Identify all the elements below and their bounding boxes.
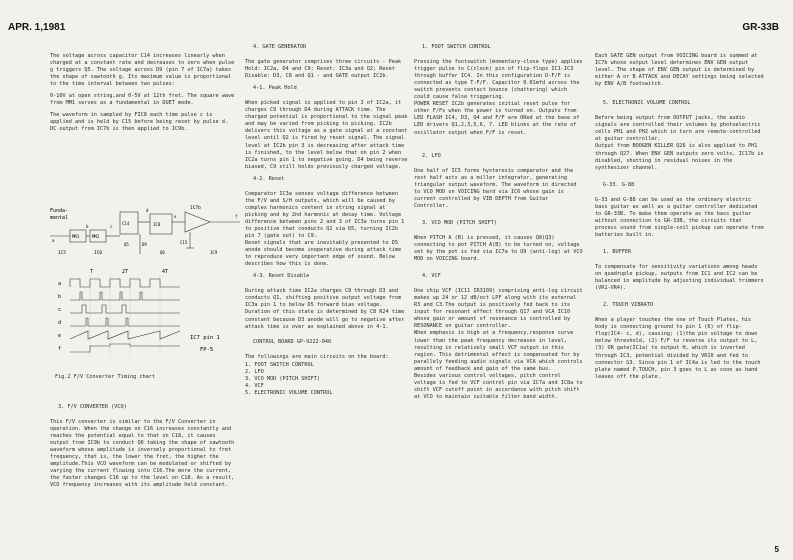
node-f: f	[235, 214, 238, 219]
paragraph: The waveform in sampled by FIC8 each time pulse c is applied and is held by C15 before being reset by pulse d. DC output from IC7b is then applied to IC9b.	[50, 112, 229, 133]
section-heading: 3. VCO MOD (PITCH SHIFT)	[422, 219, 497, 226]
node-c: c	[110, 224, 113, 229]
figure-caption: Fig.2 F/V Converter Timing chart	[55, 374, 155, 380]
opamp-symbol	[185, 212, 210, 232]
paragraph: G-33 and G-88 can be used as the ordinary electric bass guitar as well as a guitar controller dedicated to GR-33B. To make them operate as the bass guitar without connection to GR-33B, the circuits that process sound from single-coil pickup can operate from batteries built in.	[595, 196, 764, 238]
section-heading: 4-2. Reset	[253, 175, 285, 182]
node-b: b	[86, 224, 89, 229]
mm1-label: MM1	[72, 234, 80, 239]
list-item: 4. VCF	[245, 382, 264, 389]
ic6-label: IC6	[94, 251, 103, 256]
section-heading: 2. LFO	[422, 152, 441, 159]
waveform-a	[70, 279, 180, 287]
circuit-list	[245, 362, 410, 397]
row-label: a	[58, 281, 62, 287]
c14-label: C14	[122, 221, 130, 226]
paragraph: The followings are main circuits on the board:	[245, 353, 389, 360]
paragraph: To compensate for sensitivity variations among heads on quadruple pickup, outputs from IC1 and IC2 can be balanced in amplitude by adjusting individual trimmers (VR1-VR4).	[595, 264, 764, 292]
section-heading: 5. ELECTRONIC VOLUME CONTROL	[603, 100, 691, 107]
waveform-c	[70, 305, 180, 313]
paragraph: Pressing the footswitch (momentary-close type) applies trigger pulse to C(clock) pin of flip-flops IC1-IC3 through buffer IC4. In this configuration D-F/F is connected as type T-F/F. Capacitor 0.01mfd across the switch prevents contact bounce (chattering) which could cause false triggering. POWER RESET IC2b generates initial reset pulse for other F/Fs when the power is turned on. Outputs from LED FLASH IC4, D3, Q4 and F/F are ORed at the base of LED drivers Q1,2,3,5,6, 7. LED blinks at the rate of oscillator output when F/F is reset.	[414, 59, 583, 136]
waveforms	[70, 279, 180, 352]
ic7-pin1-label: IC7 pin 1	[190, 335, 220, 341]
row-label: e	[58, 333, 62, 339]
mm2-label: MM2	[92, 234, 100, 239]
row-label: b	[58, 294, 62, 300]
column-4	[595, 53, 765, 386]
paragraph: Each GATE GEN output from VOICING board is summed at IC7b whose output level determines ENV GEN output level. The shape of ENV GEN output is determined by either A or B ATTACK and DECAY settings being selected by ENV A/B footswitch.	[595, 53, 764, 88]
section-heading: 4-1. Peak Hold	[253, 85, 297, 92]
paragraph: The voltage across capacitor C14 increases linearly when charged at a constant rate and decreases to zero when pulse g triggers Q5. The voltage across D9 (pin 7 of IC7a) takes the shape of sawtooth g. Its maximum value is proportional to the time interval between two pulses:	[50, 53, 235, 88]
node-d: d	[146, 208, 149, 213]
ic8-label: IC8	[153, 222, 161, 227]
timing-chart	[50, 267, 245, 372]
paragraph: When PITCH A (B) is pressed, it causes Q8(Q3) connecting to pot PITCH A(B) to be turned on, voltage set by the pot is fed via IC7a to Q9 (anti-log) at VCO MOD on VOICING board.	[414, 234, 583, 263]
paragraph: When a player touches the one of Touch Plates, his body is connecting ground to pin 1 (6) of flip-flop(IC4- c, d), causing; (1)the pin voltage to down below threshold, (2) F/F to reverse its output to L, (3) OR gate(IC1a) to output H, which is inverted through IC3, potential divided by VR10 and fed to connector G3. Since pin 1 of IC4a is led to the touch plate named P.TOUCH, pin 3 goes to L as soon as hand leaves off the plate.	[595, 317, 761, 380]
section-heading: 4. GATE GENERATOR	[253, 44, 307, 50]
node-a: a	[52, 238, 55, 243]
paragraph: 0-10V at open string,and 0-5V at 12th fret. The square wave from MM1 serves as a fundamental in DUET mode.	[50, 93, 235, 107]
header-date: APR. 1,1981	[8, 22, 66, 33]
list-item: 1. FOOT SWITCH CONTROL	[245, 361, 314, 368]
paragraph: One half of IC5 forms hysteresis comparator and the rest half acts as a miller integrator, generating triangular output waveform. The waveform in directed to VCO MOD on VOICING bard via IC6 whose gain is current controlled by VIB DEPTH from Guitar Controller.	[414, 167, 577, 209]
fp5-label: FP-5	[200, 347, 214, 353]
paragraph: Comparator IC3a senses voltage difference between the F/V and S/H outputs, which will be caused by complex harmonics content in string signal at picking and by 2nd harmonic at decay time. Voltage difference between pins 2 and 3 of IC3a turns pin 1 to positive that conducts Q2 via D5, turning IC2b pin 7 (gate out) to C9. Reset signals that are inevitably presented to D5 anode should become inoperative during attack time to reproduce very important edge of sound. Below describes how this is done.	[245, 190, 405, 268]
row-label: f	[58, 346, 62, 352]
paragraph: During attack time IC2a charges C8 through D3 and conducts Q1, shifting positive output voltage from IC3a pin 1 to below D5 forward bias voltage. Duration of this state is determined by C8 R24 time constant because D3 anode will go to negative after attack time is over as explained above in 4-1.	[245, 288, 405, 330]
column-2	[245, 40, 410, 397]
period-label-t: T	[90, 269, 94, 275]
board-title: CONTROL BOARD GP-9222-040	[253, 338, 332, 345]
column-1-lower	[50, 400, 235, 495]
q6-label: Q6	[160, 250, 165, 255]
section-heading: 4-3. Reset Disable	[253, 273, 310, 280]
list-item: 2. LFO	[245, 368, 264, 375]
d9-label: D9	[142, 242, 147, 247]
node-e: e	[174, 214, 177, 219]
waveform-b	[70, 292, 180, 300]
waveform-f	[70, 344, 180, 352]
list-item: 5. ELECTRONIC VOLUME CONTROL	[245, 389, 333, 396]
row-label: d	[58, 320, 62, 326]
row-label: c	[58, 307, 62, 313]
timing-row-labels	[58, 281, 61, 352]
period-label-4t: 4T	[162, 269, 169, 275]
ic9-label: IC9	[210, 250, 218, 255]
column-1	[50, 53, 235, 138]
paragraph: One chip VCF (IC11 IR3109) comprising anti-log circuit makes up 24 or 12 dB/oct LPF along with its external R3 and C3.The output is positively fed back to its input for resonant effect through Q17 and VCA IC10 whose gain or amount of resonance is controlled by RESONANCE on guitar controller. When emphasis is high at a frequency,response curve lower than the peak frequency decreases in level, resulting in relatively small VCF output in this region. This detrimental effect is compensated for by parallely feeding audio signals via VCA which controls amount of feedback and gain of the same bus. Besides various control voltages, pitch control voltage is fed to VCF control pin via IC7a and IC8a to shift VCF cutoff point in accordance with pitch shift at VCO to maintain suitable filter band width.	[414, 288, 583, 400]
page-number: 5	[774, 545, 779, 554]
fundamental-label-1: Funda-	[50, 208, 69, 214]
waveform-d	[70, 318, 180, 326]
period-label-2t: 2T	[122, 269, 129, 275]
paragraph: This F/V converter is similar to the F/V Converter in operation. When the change on C16 increases constantly and reaches the potential equal to that on C18, it causes output from IC9b to conduct Q6 taking the shape of sawtooth waveform whose amplitude is inversely proportional to fret frequency, that is, the lower the fret, the higher the amplitude.This VCO waveform can be modulated or shifted by varying the current flowing into C16.The more the current, the faster changes C16 up to the level on C18. As a result, VCO frequency increases with its amplitude held constant.	[50, 419, 235, 489]
section-heading: 1. BUFFER	[603, 248, 632, 255]
column-3	[414, 40, 584, 406]
fv-converter-schematic	[50, 198, 245, 268]
ic7b-label: IC7b	[190, 206, 201, 211]
paragraph: The gate generator comprises three circuits - Peak Hold: IC2a, D4 and C9; Reset: IC3a and Q2; Reset Disable: D3, C8 and Q1 - and GATE output IC2b.	[245, 59, 402, 80]
section-heading: 4. VCF	[422, 273, 441, 280]
q5-label: Q5	[124, 242, 129, 247]
paragraph: Before being output from OUTPUT jacks, the audio signals are controlled their volumes by photoelectric cells PH1 and PH2 which in turn are remote-controlled at guitar controller. Output from BOOGEN KILLER Q26 is also applied to PH1 through Q27. When ENV GEN outputs zero volts, IC17b is disabled, shutting in residual noises in the synthesizer channel.	[595, 115, 764, 171]
section-heading: 2. TOUCH VIBRATO	[603, 302, 653, 309]
waveform-e	[70, 331, 180, 339]
fundamental-label-2: mental	[50, 215, 69, 221]
section-heading: 3. F/V CONVERTER (VCO)	[58, 404, 127, 410]
section-heading: G-33. G-88	[603, 181, 635, 188]
paragraph: When picked signal is applied to pin 3 of IC2a, it charges C9 through D4 during ATTACK time. The charged potential is proportional to the signal peak and may be varied from picking to picking. IC2b delivers this voltage as a gate signal at a constant level until Q2 is fired by reset signal. The signal level at IC2b pin 3 is decreasing after attack time is finished, to the level below that on pin 2 when IC2a turns pin 1 to negative going. D4 being reverse biased, C9 still holds previously charged voltage.	[245, 100, 408, 170]
section-heading: 1. FOOT SWITCH CONTROL	[422, 44, 491, 50]
fundamental-label	[50, 208, 68, 221]
list-item: 3. VCO MOD (PITCH SHIFT)	[245, 375, 320, 382]
header-model: GR-33B	[742, 22, 779, 33]
c15-label: C15	[180, 240, 188, 245]
ic5-label: IC5	[58, 251, 67, 256]
